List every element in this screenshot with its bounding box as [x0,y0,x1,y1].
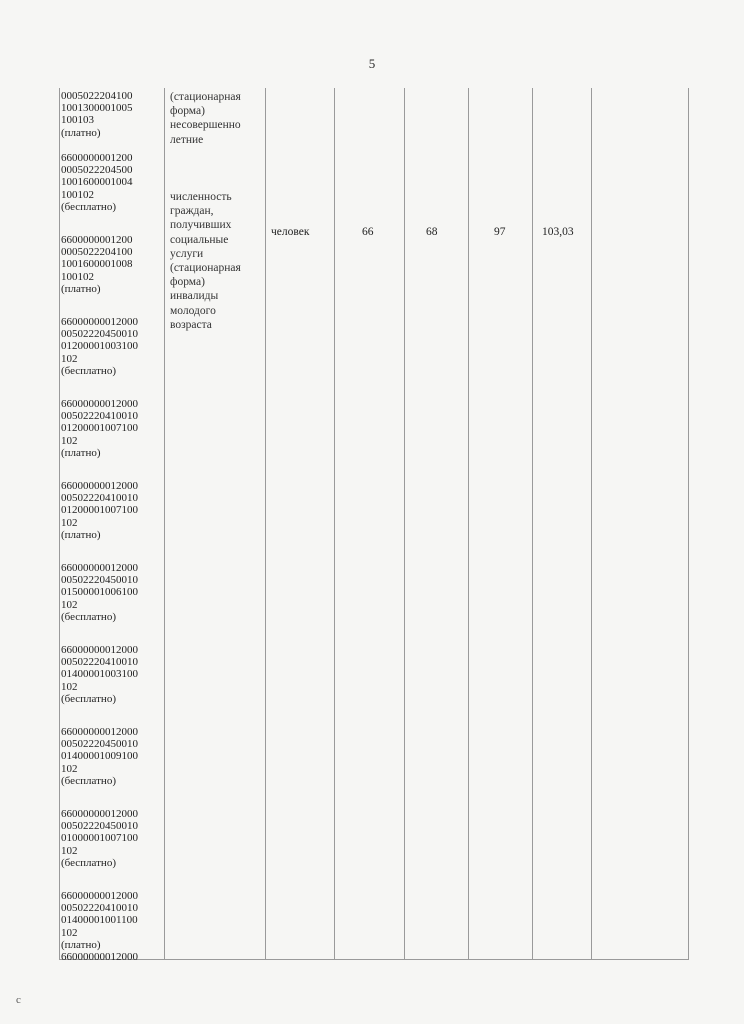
corner-mark: c [16,994,21,1006]
value-cell-4: 103,03 [542,226,574,238]
table-border-right [688,88,689,960]
column-divider [334,88,335,960]
code-entry: 66000000012000 00502220410010 01400001003100 102 (бесплатно) [61,644,138,705]
column-divider [164,88,165,960]
column-divider [468,88,469,960]
column-divider [591,88,592,960]
value-cell-1: 66 [362,226,374,238]
code-entry: 6600000001200 0005022204500 1001600001004 100102 (бесплатно) [61,152,133,213]
indicator-description-top: (стационарная форма) несовершенно летние [170,91,241,146]
code-entry: 66000000012000 00502220410010 01200001007100 102 (платно) [61,398,138,459]
indicator-description: численность граждан, получивших социальные услуги (стационарная форма) инвалиды молодого возраста [170,191,241,331]
column-divider [532,88,533,960]
table-border-left [59,88,60,960]
code-entry: 66000000012000 00502220410010 01200001007100 102 (платно) [61,480,138,541]
unit-cell: человек [271,226,310,238]
code-entry: 66000000012000 00502220450010 01200001003100 102 (бесплатно) [61,316,138,377]
code-entry: 66000000012000 00502220450010 01000001007100 102 (бесплатно) [61,808,138,869]
code-entry: 66000000012000 00502220450010 01400001009100 102 (бесплатно) [61,726,138,787]
column-divider [404,88,405,960]
code-entry: 66000000012000 00502220410010 01400001001100 102 (платно) 66000000012000 [61,890,138,964]
value-cell-3: 97 [494,226,506,238]
code-entry: 0005022204100 1001300001005 100103 (платно) [61,90,133,139]
page-number: 5 [368,56,376,71]
code-entry: 6600000001200 0005022204100 1001600001008 100102 (платно) [61,234,133,295]
code-entry: 66000000012000 00502220450010 01500001006100 102 (бесплатно) [61,562,138,623]
value-cell-2: 68 [426,226,438,238]
